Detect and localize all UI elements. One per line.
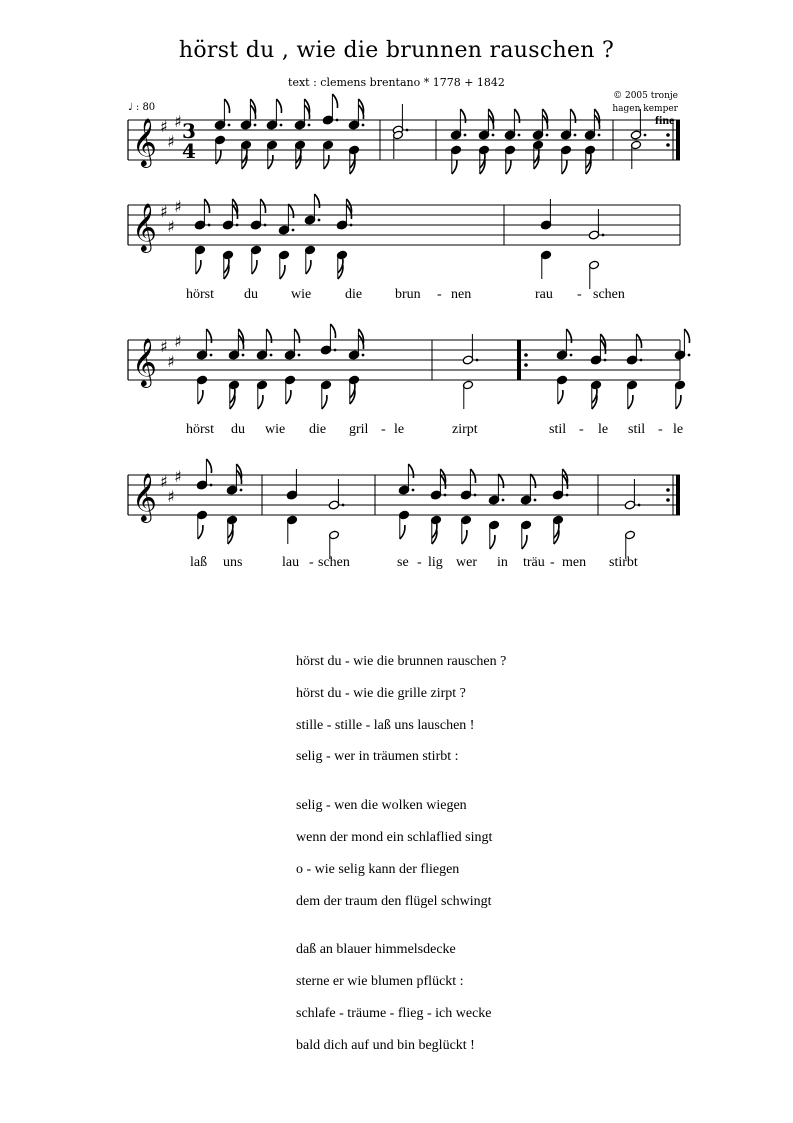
dot: [308, 124, 311, 127]
upper-note-flag: [332, 94, 337, 108]
sharp-icon: ♯: [167, 217, 175, 236]
lyric-syllable: -: [309, 555, 314, 570]
upper-note-flag: [460, 109, 465, 123]
composer-line: hagen kemper: [612, 104, 678, 114]
poem-line: daß an blauer himmelsdecke: [296, 942, 456, 958]
upper-note-flag: [684, 329, 689, 343]
upper-note-flag: [224, 99, 229, 113]
dot: [208, 224, 211, 227]
dot: [638, 504, 641, 507]
dot: [236, 224, 239, 227]
treble-clef-icon: 𝄞: [132, 337, 157, 386]
dot: [240, 489, 243, 492]
dot: [444, 494, 447, 497]
poem-line: dem der traum den flügel schwingt: [296, 893, 492, 909]
upper-note-flag: [570, 109, 575, 123]
dot: [464, 134, 467, 137]
dot: [688, 354, 691, 357]
dot: [362, 124, 365, 127]
dot: [298, 354, 301, 357]
lyric-syllable: stirbt: [609, 555, 638, 570]
dot: [342, 504, 345, 507]
dot: [566, 494, 569, 497]
song-title: hörst du , wie die brunnen rauschen ?: [178, 38, 615, 63]
treble-clef-icon: 𝄞: [132, 117, 157, 166]
lower-note-flag: [676, 395, 681, 409]
lyric-syllable: -: [550, 555, 555, 570]
sharp-icon: ♯: [160, 117, 168, 136]
lyric-syllable: schen: [593, 287, 625, 302]
poem-line: hörst du - wie die grille zirpt ?: [296, 685, 466, 701]
dot: [292, 229, 295, 232]
upper-note-flag: [530, 474, 535, 488]
tempo-marking: ♩ : 80: [128, 102, 156, 113]
sharp-icon: ♯: [160, 202, 168, 221]
lyric-syllable: lig: [428, 555, 443, 570]
repeat-dot: [524, 353, 528, 357]
lyric-syllable: -: [417, 555, 422, 570]
lyric-syllable: -: [577, 287, 582, 302]
upper-note-flag: [206, 329, 211, 343]
final-thick-bar: [676, 475, 680, 515]
sharp-icon: ♯: [174, 112, 182, 131]
upper-note-flag: [636, 334, 641, 348]
dot: [534, 499, 537, 502]
upper-note-flag: [204, 199, 209, 213]
lyric-syllable: du: [231, 422, 245, 437]
sharp-icon: ♯: [167, 132, 175, 151]
lyric-syllable: rau: [535, 287, 553, 302]
fine-marking: fine: [655, 113, 675, 127]
lyric-syllable: hörst: [186, 422, 214, 437]
lower-note-flag: [490, 535, 495, 549]
lyric-syllable: wer: [456, 555, 477, 570]
lower-note-flag: [252, 260, 257, 274]
lower-note-flag: [562, 160, 567, 174]
lyric-syllable: laß: [190, 555, 208, 570]
dot: [502, 499, 505, 502]
text-credit: text : clemens brentano * 1778 + 1842: [288, 76, 505, 89]
lower-note-flag: [280, 265, 285, 279]
dot: [362, 354, 365, 357]
lyric-syllable: -: [579, 422, 584, 437]
lyric-syllable: le: [598, 422, 609, 437]
repeat-thick-bar: [517, 340, 521, 380]
dot: [476, 359, 479, 362]
dot: [598, 134, 601, 137]
upper-note-flag: [408, 464, 413, 478]
poem-line: bald dich auf und bin beglückt !: [296, 1037, 475, 1053]
lyric-syllable: -: [437, 287, 442, 302]
lyric-syllable: le: [394, 422, 405, 437]
upper-note-flag: [498, 474, 503, 488]
lower-note-flag: [462, 530, 467, 544]
poem-text: [296, 652, 506, 1085]
lyric-syllable: uns: [223, 555, 243, 570]
upper-note-flag: [266, 329, 271, 343]
lyric-syllable: gril: [349, 422, 369, 437]
lyric-syllable: hörst: [186, 287, 214, 302]
dot: [350, 224, 353, 227]
dot: [604, 359, 607, 362]
lyric-syllable: in: [497, 555, 508, 570]
upper-note-flag: [260, 199, 265, 213]
final-thick-bar: [676, 120, 680, 160]
dot: [254, 124, 257, 127]
lower-note-flag: [628, 395, 633, 409]
dot: [210, 484, 213, 487]
lyric-syllable: stil: [628, 422, 646, 437]
lyric-syllable: zirpt: [452, 422, 478, 437]
dot: [280, 124, 283, 127]
treble-clef-icon: 𝄞: [132, 472, 157, 521]
lyric-syllable: le: [673, 422, 684, 437]
lyric-syllable: men: [562, 555, 587, 570]
lower-note-flag: [506, 160, 511, 174]
dot: [228, 124, 231, 127]
repeat-dot: [666, 133, 670, 137]
lower-note-flag: [198, 390, 203, 404]
stanza: [296, 796, 506, 923]
dot: [336, 119, 339, 122]
poem-line: stille - stille - laß uns lauschen !: [296, 717, 475, 733]
upper-note-flag: [206, 459, 211, 473]
dot: [318, 219, 321, 222]
dot: [518, 134, 521, 137]
lower-note-flag: [258, 395, 263, 409]
upper-note-flag: [470, 469, 475, 483]
upper-note-flag: [314, 194, 319, 208]
stanza: [296, 940, 506, 1067]
time-signature-denominator: 4: [182, 139, 196, 163]
lower-note-flag: [400, 525, 405, 539]
lower-note-flag: [306, 260, 311, 274]
lyric-syllable: die: [345, 287, 363, 302]
dot: [492, 134, 495, 137]
poem-line: wenn der mond ein schlaflied singt: [296, 829, 493, 845]
lower-note-flag: [198, 525, 203, 539]
upper-note-flag: [514, 109, 519, 123]
repeat-dot: [666, 143, 670, 147]
upper-note-flag: [330, 324, 335, 338]
lower-note-flag: [452, 160, 457, 174]
lyric-syllable: träu: [523, 555, 545, 570]
dot: [264, 224, 267, 227]
dot: [474, 494, 477, 497]
dot: [406, 129, 409, 132]
dot: [644, 134, 647, 137]
poem-line: selig - wer in träumen stirbt :: [296, 749, 459, 765]
lyric-syllable: schen: [318, 555, 350, 570]
lower-note-flag: [196, 260, 201, 274]
dot: [574, 134, 577, 137]
sharp-icon: ♯: [167, 487, 175, 506]
upper-note-flag: [276, 99, 281, 113]
lower-note-flag: [522, 535, 527, 549]
dot: [546, 134, 549, 137]
lyric-syllable: lau: [282, 555, 300, 570]
lower-note-flag: [286, 390, 291, 404]
dot: [270, 354, 273, 357]
sharp-icon: ♯: [167, 352, 175, 371]
lower-note-flag: [322, 395, 327, 409]
lower-note-flag: [558, 390, 563, 404]
poem-line: sterne er wie blumen pflückt :: [296, 974, 464, 990]
upper-note-flag: [288, 204, 293, 218]
lyric-syllable: -: [381, 422, 386, 437]
dot: [210, 354, 213, 357]
sharp-icon: ♯: [160, 337, 168, 356]
lower-note-flag: [268, 155, 273, 169]
lyric-syllable: die: [309, 422, 327, 437]
lyric-syllable: brun: [395, 287, 421, 302]
sharp-icon: ♯: [174, 197, 182, 216]
lyric-syllable: wie: [291, 287, 312, 302]
repeat-dot: [666, 488, 670, 492]
copyright-line: © 2005 tronje: [613, 91, 678, 101]
sharp-icon: ♯: [174, 467, 182, 486]
stanza: [296, 652, 506, 779]
lyric-syllable: -: [658, 422, 663, 437]
dot: [412, 489, 415, 492]
poem-line: schlafe - träume - flieg - ich wecke: [296, 1005, 492, 1021]
time-signature-numerator: 3: [182, 119, 196, 143]
lyric-syllable: wie: [265, 422, 286, 437]
lower-note-flag: [324, 155, 329, 169]
poem-line: selig - wen die wolken wiegen: [296, 798, 467, 814]
lyric-syllable: nen: [451, 287, 472, 302]
lyric-syllable: du: [244, 287, 258, 302]
sharp-icon: ♯: [174, 332, 182, 351]
dot: [602, 234, 605, 237]
sharp-icon: ♯: [160, 472, 168, 491]
dot: [570, 354, 573, 357]
repeat-dot: [524, 363, 528, 367]
dot: [242, 354, 245, 357]
lyric-syllable: se: [397, 555, 409, 570]
poem-line: o - wie selig kann der fliegen: [296, 861, 460, 877]
treble-clef-icon: 𝄞: [132, 202, 157, 251]
upper-note-flag: [566, 329, 571, 343]
poem-line: hörst du - wie die brunnen rauschen ?: [296, 654, 507, 669]
lyric-syllable: stil: [549, 422, 567, 437]
repeat-dot: [666, 498, 670, 502]
upper-note-flag: [294, 329, 299, 343]
dot: [640, 359, 643, 362]
lower-note-flag: [216, 150, 221, 164]
dot: [334, 349, 337, 352]
